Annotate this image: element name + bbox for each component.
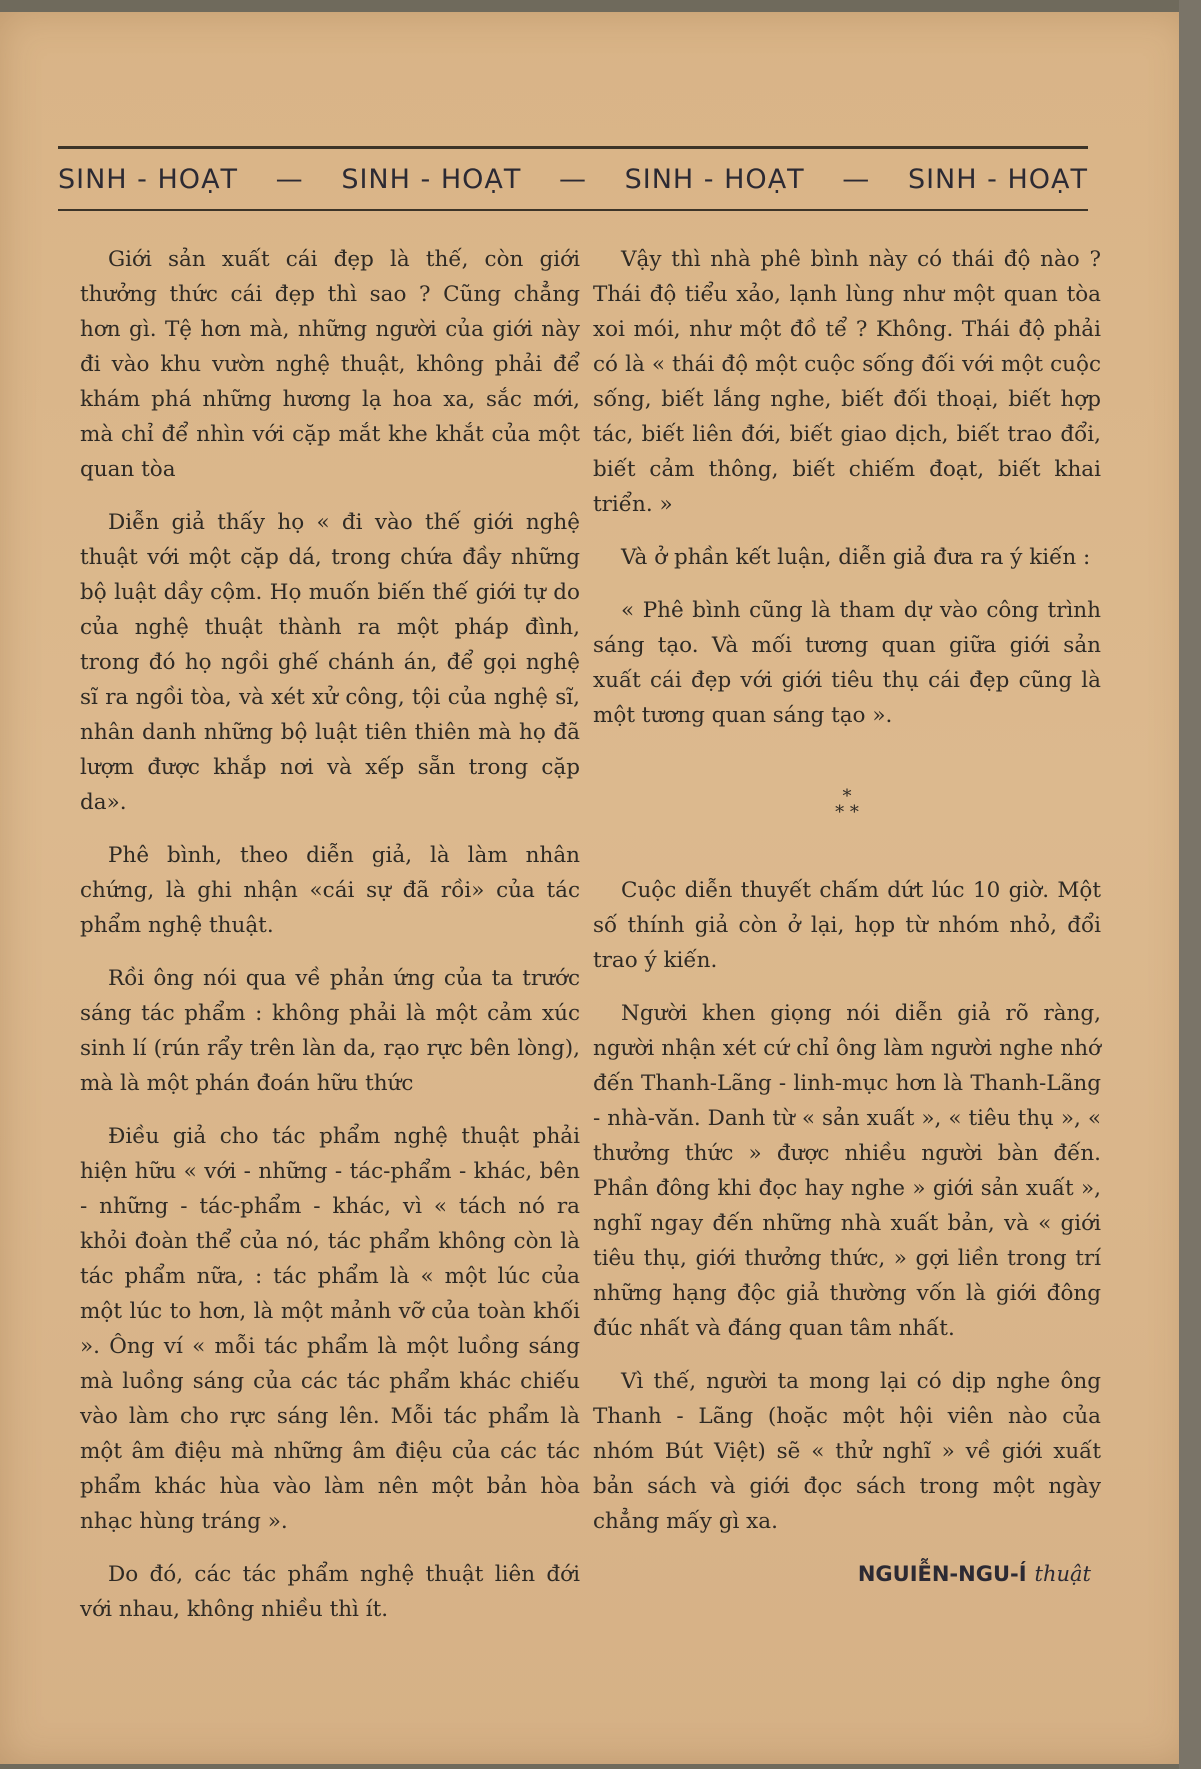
author-name: NGUIỄN-NGU-Í xyxy=(857,1562,1027,1586)
separator-stars-bottom: * * xyxy=(835,802,859,823)
paragraph: Cuộc diễn thuyết chấm dứt lúc 10 giờ. Một số thính giả còn ở lại, họp từ nhóm nhỏ, đổi trao ý kiến. xyxy=(593,878,1101,973)
paragraph: Vậy thì nhà phê bình này có thái độ nào ? Thái độ tiểu xảo, lạnh lùng như một quan tòa xoi mói, như một đồ tể ? Không. Thái độ phải có là « thái độ một cuộc sống đối với một cuộc sống, biết lắng nghe, biết đối thoại, biết hợp tác, biết liên đới, biết giao dịch, biết trao đổi, biết cảm thông, biết chiếm đoạt, biết khai triển. » xyxy=(593,247,1101,517)
running-header xyxy=(58,146,1088,211)
paragraph: Giới sản xuất cái đẹp là thế, còn giới thưởng thức cái đẹp thì sao ? Cũng chẳng hơn gì. Tệ hơn mà, những người của giới này đi vào khu vườn nghệ thuật, không phải để khám phá những hương lạ hoa xa, sắc mới, mà chỉ để nhìn với cặp mắt khe khắt của một quan tòa xyxy=(80,247,580,482)
paragraph: Phê bình, theo diễn giả, là làm nhân chứng, là ghi nhận «cái sự đã rồi» của tác phẩm nghệ thuật. xyxy=(80,843,580,938)
left-column xyxy=(80,242,580,1645)
paragraph: « Phê bình cũng là tham dự vào công trình sáng tạo. Và mối tương quan giữa giới sản xuất cái đẹp với giới tiêu thụ cái đẹp cũng là một tương quan sáng tạo ». xyxy=(593,598,1101,728)
header-item-1: SINH - HOẠT xyxy=(58,163,239,195)
paragraph: Do đó, các tác phẩm nghệ thuật liên đới với nhau, không nhiều thì ít. xyxy=(80,1562,580,1622)
paragraph: Người khen giọng nói diễn giả rõ ràng, người nhận xét cứ chỉ ông làm người nghe nhớ đến Thanh-Lãng - linh-mục hơn là Thanh-Lãng - nhà-văn. Danh từ « sản xuất », « tiêu thụ », « thưởng thức » được nhiều người bàn đến. Phần đông khi đọc hay nghe » giới sản xuất », nghĩ ngay đến những nhà xuất bản, và « giới tiêu thụ, giới thưởng thức, » gợi liền trong trí những hạng độc giả thường vốn là giới đông đúc nhất và đáng quan tâm nhất. xyxy=(593,1001,1101,1341)
section-separator xyxy=(593,786,1101,823)
header-separator-2: — xyxy=(558,163,587,195)
author-signature xyxy=(593,1557,1101,1592)
header-separator-3: — xyxy=(842,163,871,195)
header-item-4: SINH - HOẠT xyxy=(907,163,1088,195)
header-item-3: SINH - HOẠT xyxy=(624,163,805,195)
separator-star-top: * xyxy=(842,786,852,807)
paragraph: Và ở phần kết luận, diễn giả đưa ra ý kiến : xyxy=(621,545,1091,570)
header-separator-1: — xyxy=(275,163,304,195)
page-edge-shadow xyxy=(1179,0,1201,1769)
right-column xyxy=(593,242,1101,1592)
paragraph: Điều giả cho tác phẩm nghệ thuật phải hiện hữu « với - những - tác-phẩm - khác, bên - những - tác-phẩm - khác, vì « tách nó ra khỏi đoàn thể của nó, tác phẩm không còn là tác phẩm nữa, : tác phẩm là « một lúc của một lúc to hơn, là một mảnh vỡ của toàn khối ». Ông ví « mỗi tác phẩm là một luồng sáng mà luồng sáng của các tác phẩm khác chiếu vào làm cho rực sáng lên. Mỗi tác phẩm là một âm điệu mà những âm điệu của các tác phẩm khác hùa vào làm nên một bản hòa nhạc hùng tráng ». xyxy=(80,1124,580,1534)
paragraph: Diễn giả thấy họ « đi vào thế giới nghệ thuật với một cặp dá, trong chứa đầy những bộ luật dầy cộm. Họ muốn biến thế giới tự do của nghệ thuật thành ra một pháp đình, trong đó họ ngồi ghế chánh án, để gọi nghệ sĩ ra ngồi tòa, và xét xử công, tội của nghệ sĩ, nhân danh những bộ luật tiên thiên mà họ đã lượm được khắp nơi và xếp sẵn trong cặp da». xyxy=(80,510,580,815)
page-sheet xyxy=(0,12,1190,1764)
header-item-2: SINH - HOẠT xyxy=(341,163,522,195)
paragraph: Rồi ông nói qua về phản ứng của ta trước sáng tác phẩm : không phải là một cảm xúc sinh lí (rún rẩy trên làn da, rạo rực bên lòng), mà là một phán đoán hữu thức xyxy=(80,966,580,1096)
author-note: thuật xyxy=(1034,1562,1091,1586)
paragraph: Vì thế, người ta mong lại có dịp nghe ông Thanh - Lãng (hoặc một hội viên nào của nhóm Bút Việt) sẽ « thử nghĩ » về giới xuất bản sách và giới đọc sách trong một ngày chẳng mấy gì xa. xyxy=(593,1369,1101,1534)
